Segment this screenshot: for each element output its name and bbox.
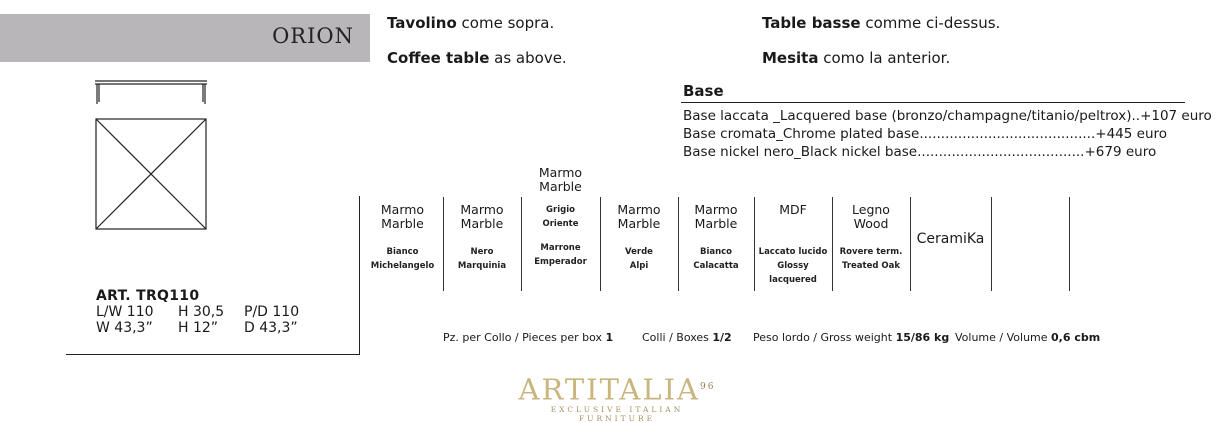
description-en: Coffee table as above. bbox=[387, 49, 567, 67]
base-option-label: Base cromata_Chrome plated base......................................... bbox=[683, 126, 1096, 142]
base-option-label: Base nickel nero_Black nickel base....................................... bbox=[683, 144, 1085, 160]
base-option-black-nickel bbox=[683, 144, 1156, 160]
dimension-depth: P/D 110 bbox=[244, 304, 300, 320]
logo-mark: 96 bbox=[699, 382, 716, 392]
material-mdf-glossy-lacquered: MDF Laccato lucido Glossy lacquered bbox=[758, 202, 828, 285]
article-code: ART. TRQ110 bbox=[96, 288, 200, 304]
dimension-width: W 43,3” bbox=[96, 320, 153, 336]
base-heading: Base bbox=[683, 82, 724, 100]
description-es: Mesita como la anterior. bbox=[762, 49, 951, 67]
packaging-weight: Peso lordo / Gross weight 15/86 kg bbox=[753, 331, 950, 344]
base-option-price: +107 euro bbox=[1140, 108, 1212, 124]
base-option-lacquered bbox=[683, 108, 1212, 124]
packaging-pieces: Pz. per Collo / Pieces per box 1 bbox=[443, 331, 614, 344]
dimension-height: H 30,5 bbox=[178, 304, 225, 320]
base-option-label: Base laccata _Lacquered base (bronzo/champagne/titanio/peltrox).. bbox=[683, 108, 1141, 124]
base-option-price: +679 euro bbox=[1084, 144, 1157, 160]
packaging-volume: Volume / Volume 0,6 cbm bbox=[955, 331, 1101, 344]
material-ceramika: CeramiKa bbox=[916, 231, 985, 247]
column-divider bbox=[991, 197, 992, 291]
logo-tagline: EXCLUSIVE ITALIAN FURNITURE bbox=[550, 404, 684, 423]
technical-drawing bbox=[94, 76, 212, 236]
base-option-chrome bbox=[683, 126, 1167, 142]
divider-horizontal bbox=[66, 354, 360, 355]
dimensions-inches bbox=[96, 320, 299, 336]
column-divider bbox=[1069, 197, 1070, 291]
material-marble-verde-alpi: Marmo Marble Verde Alpi bbox=[617, 202, 661, 271]
dimension-width: L/W 110 bbox=[96, 304, 154, 320]
base-option-price: +445 euro bbox=[1095, 126, 1168, 142]
description-fr: Table basse comme ci-dessus. bbox=[762, 14, 1001, 32]
logo-wordmark: ARTITALIA$^{96}$ bbox=[518, 372, 716, 407]
title-band bbox=[0, 14, 370, 62]
materials-table bbox=[362, 165, 1082, 291]
top-view-drawing bbox=[96, 119, 206, 229]
material-wood-treated-oak: Legno Wood Rovere term. Treated Oak bbox=[839, 202, 903, 271]
side-view-drawing bbox=[95, 81, 207, 104]
dimensions-cm bbox=[96, 304, 299, 320]
dimension-height: H 12” bbox=[178, 320, 219, 336]
description-it: Tavolino come sopra. bbox=[387, 14, 555, 32]
dimension-depth: D 43,3” bbox=[244, 320, 298, 336]
packaging-boxes: Colli / Boxes 1/2 bbox=[642, 331, 732, 344]
brand-logo bbox=[512, 372, 722, 423]
divider-vertical bbox=[359, 196, 360, 354]
material-marble-grigio-marrone: Marmo Marble Grigio Oriente Marrone Emperador bbox=[534, 165, 587, 267]
material-marble-bianco-michelangelo: Marmo Marble Bianco Michelangelo bbox=[370, 202, 435, 271]
article-info bbox=[96, 288, 299, 336]
product-title: ORION bbox=[272, 24, 354, 48]
material-marble-bianco-calacatta: Marmo Marble Bianco Calacatta bbox=[693, 202, 739, 271]
base-divider bbox=[681, 102, 1185, 103]
material-marble-nero-marquinia: Marmo Marble Nero Marquinia bbox=[457, 202, 507, 271]
